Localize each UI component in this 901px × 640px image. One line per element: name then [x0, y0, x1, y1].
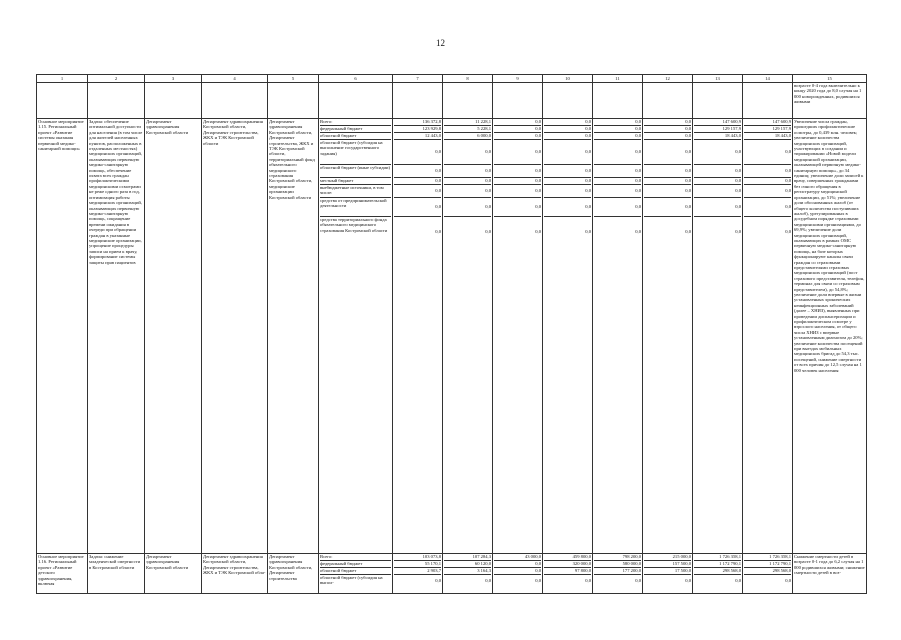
- funding-value: 0,0: [494, 140, 541, 165]
- funding-source-label: областной бюджет (субсидия на выпол-: [320, 575, 383, 586]
- funding-source-label: местный бюджет: [320, 178, 391, 185]
- funding-value: 18 443,0: [744, 133, 791, 140]
- funding-value: 1 726 358,1: [744, 554, 791, 561]
- result-cell: возрасте 0-4 года включительно к концу 2020 года до 8,0 случая на 1 000 новорожденных, родившихся живыми: [793, 83, 867, 119]
- funding-value: 0,0: [444, 185, 491, 198]
- measure-name-cell: Основное мероприятие 1.15. Региональный проект «Развитие системы оказания первичной медико-санитарной помощи»: [37, 119, 88, 554]
- value-col-14: [743, 554, 793, 594]
- funding-value: 0,0: [594, 119, 641, 126]
- funding-value: 0,0: [494, 119, 541, 126]
- funding-value: 320 000,0: [544, 561, 591, 568]
- value-col-10: [543, 554, 593, 594]
- funding-value: 0,0: [444, 178, 491, 185]
- header-cell: 7: [393, 75, 443, 83]
- funding-value: 0,0: [694, 178, 741, 185]
- funding-value: 0,0: [735, 229, 741, 234]
- funding-value: 0,0: [544, 126, 591, 133]
- funding-value: 0,0: [494, 126, 541, 133]
- value-col-9: [493, 554, 543, 594]
- header-cell: 15: [793, 75, 867, 83]
- value-col-13: [693, 119, 743, 554]
- funding-value: 123 929,8: [394, 126, 441, 133]
- funding-value: 18 443,0: [694, 133, 741, 140]
- funding-value: 129 157,9: [694, 126, 741, 133]
- funding-value: 60 120,0: [444, 561, 491, 568]
- funding-value: 0,0: [744, 178, 791, 185]
- responsible-cell: Департамент здравоохранения Костромской области, Департамент строительства, ЖКХ и ТЭК Костромской области: [202, 119, 268, 554]
- value-col-11: [593, 554, 643, 594]
- funding-value: 0,0: [594, 126, 641, 133]
- value-col-12: [643, 554, 693, 594]
- funding-value: 0,0: [485, 229, 491, 234]
- funding-value: 0,0: [485, 578, 491, 583]
- funding-value: 43 000,0: [494, 554, 541, 561]
- header-cell: 12: [643, 75, 693, 83]
- header-cell: 11: [593, 75, 643, 83]
- funding-value: 2 903,7: [394, 568, 441, 575]
- funding-source-label: внебюджетные источники, в том числе:: [320, 185, 391, 198]
- funding-value: 459 800,0: [544, 554, 591, 561]
- value-col-7: [393, 119, 443, 554]
- funding-value: 1 726 358,1: [694, 554, 741, 561]
- value-col-9: [493, 119, 543, 554]
- funding-source-label: областной бюджет (субсидия на выполнение государственного задания): [320, 140, 391, 165]
- funding-value: 0,0: [694, 165, 741, 178]
- funding-source-label: областной бюджет: [320, 568, 391, 575]
- result-cell: Увеличение числа граждан, прошедших профилактические осмотры, до 0,439 млн. человек; увеличение количества медицинских организаций, участвующих в создании и тиражировании «Новой модели медицинской организации, оказывающей первичную медико-санитарную помощь», до 34 единиц; увеличение доли записей к врачу, совершенных гражданами без очного обращения в регистратуру медицинской организации, до 51%; увеличение доли обоснованных жалоб (от общего количества поступивших жалоб), урегулированных в досудебном порядке страховыми медицинскими организациями, до 69,9%; увеличение доли медицинских организаций, оказывающих в рамках ОМС первичную медико-санитарную помощь, на базе которых функционируют каналы связи граждан со страховыми представителями страховых медицинских организаций (пост страхового представителя, телефон, терминал для связи со страховым представителем), до 54,8%; увеличение доли впервые в жизни установленных хронических неинфекционных заболеваний (далее – ХНИЗ), выявленных при проведении диспансеризации и профилактическом осмотре у взрослого населения, от общего числа ХНИЗ с впервые установленным диагнозом до 20%; увеличение количества посещений при выездах мобильных медицинских бригад до 54,3 тыс. посещений, снижение смертности от всех причин до 12,5 случая на 1 000 человек населения: [793, 119, 867, 554]
- value-col-14: [743, 119, 793, 554]
- value-col-13: [693, 554, 743, 594]
- funding-value: 0,0: [644, 133, 691, 140]
- header-cell: 5: [268, 75, 319, 83]
- funding-value: 12 443,0: [394, 133, 441, 140]
- funding-value: 0,0: [544, 140, 591, 165]
- funding-source-label: средства территориального фонда обязательного медицинского страхования Костромской области: [320, 217, 388, 233]
- header-row: [37, 75, 867, 83]
- funding-value: 298 568,0: [694, 568, 741, 575]
- funding-value: 215 000,0: [644, 554, 691, 561]
- responsible-cell: Департамент здравоохранения Костромской области, Департамент строительства, ЖКХ и ТЭК Костромской обла-: [202, 554, 268, 594]
- funding-value: 0,0: [585, 229, 591, 234]
- header-cell: 6: [319, 75, 393, 83]
- funding-sources-cell: [319, 554, 393, 594]
- funding-source-label: средства от предпринимательской деятельности: [320, 198, 391, 217]
- participants-cell: Департамент здравоохранения Костромской области, Департамент строительства, ЖКХ и ТЭК Костромской области, территориальный фонд обязательного медицинского страхования Костромской области, медицинские организации Костромской области: [268, 119, 319, 554]
- value-col-11: [593, 119, 643, 554]
- funding-value: 0,0: [394, 198, 441, 217]
- funding-value: 0,0: [494, 561, 541, 568]
- funding-value: 0,0: [494, 198, 541, 217]
- funding-value: 0,0: [544, 185, 591, 198]
- funding-value: 0,0: [394, 178, 441, 185]
- measure-name-cell: Основное мероприятие 1.16. Региональный проект «Развитие детского здравоохранения, включая: [37, 554, 88, 594]
- funding-value: 0,0: [444, 165, 491, 178]
- funding-value: 0,0: [785, 578, 791, 583]
- funding-value: 0,0: [694, 140, 741, 165]
- header-cell: 4: [202, 75, 268, 83]
- value-col-8: [443, 119, 493, 554]
- funding-value: 0,0: [544, 178, 591, 185]
- funding-value: 0,0: [544, 119, 591, 126]
- funding-value: 0,0: [535, 578, 541, 583]
- funding-value: 0,0: [544, 133, 591, 140]
- funding-value: 0,0: [744, 198, 791, 217]
- funding-value: 0,0: [644, 126, 691, 133]
- header-cell: 10: [543, 75, 593, 83]
- header-cell: 2: [88, 75, 145, 83]
- coordinator-cell: Департамент здравоохранения Костромской области: [145, 119, 202, 554]
- funding-value: 0,0: [444, 140, 491, 165]
- funding-value: 0,0: [694, 198, 741, 217]
- funding-value: 0,0: [435, 578, 441, 583]
- funding-value: 147 600,9: [694, 119, 741, 126]
- result-cell: Снижение смертности детей в возрасте 0-1 года до 6,2 случая на 1 000 родившихся живыми; снижение смертности детей в воз-: [793, 554, 867, 594]
- funding-value: 0,0: [594, 133, 641, 140]
- header-cell: 9: [493, 75, 543, 83]
- table-row-measure-1-16: [37, 554, 867, 594]
- funding-value: 0,0: [394, 140, 441, 165]
- header-cell: 1: [37, 75, 88, 83]
- funding-value: 0,0: [494, 165, 541, 178]
- funding-value: 97 800,0: [544, 568, 591, 575]
- task-cell: Задача: снижение младенческой смертности в Костромской области: [88, 554, 145, 594]
- header-cell: 13: [693, 75, 743, 83]
- program-table: [36, 74, 867, 594]
- funding-value: 0,0: [544, 198, 591, 217]
- funding-value: 0,0: [594, 178, 641, 185]
- funding-value: 0,0: [685, 229, 691, 234]
- funding-value: 0,0: [735, 578, 741, 583]
- participants-cell: Департамент здравоохранения Костромской области, Департамент строительства: [268, 554, 319, 594]
- funding-value: 0,0: [644, 119, 691, 126]
- funding-value: 0,0: [744, 165, 791, 178]
- funding-value: 0,0: [785, 229, 791, 234]
- funding-value: 0,0: [494, 178, 541, 185]
- funding-value: 0,0: [535, 229, 541, 234]
- value-col-12: [643, 119, 693, 554]
- funding-value: 0,0: [435, 229, 441, 234]
- funding-value: 0,0: [644, 165, 691, 178]
- funding-value: 0,0: [444, 198, 491, 217]
- funding-value: 0,0: [644, 185, 691, 198]
- funding-value: 798 200,0: [594, 554, 641, 561]
- funding-value: 0,0: [585, 578, 591, 583]
- funding-value: 580 000,0: [594, 561, 641, 568]
- funding-value: 103 073,8: [394, 554, 441, 561]
- funding-value: 0,0: [494, 133, 541, 140]
- funding-value: 177 200,0: [594, 568, 641, 575]
- funding-value: 11 228,1: [444, 119, 491, 126]
- funding-sources-cell: [319, 119, 393, 554]
- funding-value: 0,0: [635, 229, 641, 234]
- funding-value: 298 568,0: [744, 568, 791, 575]
- funding-value: 0,0: [494, 568, 541, 575]
- funding-value: 0,0: [394, 185, 441, 198]
- funding-value: 0,0: [685, 578, 691, 583]
- funding-source-label: федеральный бюджет: [320, 126, 391, 133]
- header-cell: 14: [743, 75, 793, 83]
- funding-value: 0,0: [594, 185, 641, 198]
- value-col-8: [443, 554, 493, 594]
- funding-value: 0,0: [744, 140, 791, 165]
- funding-value: 17 500,0: [644, 568, 691, 575]
- funding-value: 0,0: [594, 165, 641, 178]
- funding-source-label: федеральный бюджет: [320, 561, 391, 568]
- value-col-10: [543, 119, 593, 554]
- funding-value: 0,0: [644, 198, 691, 217]
- value-col-7: [393, 554, 443, 594]
- funding-value: 0,0: [544, 165, 591, 178]
- funding-value: 5 228,1: [444, 126, 491, 133]
- funding-value: 0,0: [594, 140, 641, 165]
- funding-value: 0,0: [594, 198, 641, 217]
- funding-value: 0,0: [394, 165, 441, 178]
- funding-source-label: областной бюджет: [320, 133, 391, 140]
- funding-value: 136 372,8: [394, 119, 441, 126]
- funding-value: 1 172 790,1: [744, 561, 791, 568]
- header-cell: 3: [145, 75, 202, 83]
- task-cell: Задача: обеспечение оптимальной доступности для населения (в том числе для жителей населенных пунктов, расположенных в отдаленных местностях) медицинских организаций, оказывающих первичную медико-санитарную помощь, обеспечение охвата всех граждан профилактическими медицинскими осмотрами не реже одного раза в год, оптимизация работы медицинских организаций, оказывающих первичную медико-санитарную помощь, сокращение времени ожидания в очереди при обращении граждан в указанные медицинские организации, упрощение процедуры записи на прием к врачу, формирование системы защиты прав пациентов: [88, 119, 145, 554]
- funding-value: 0,0: [644, 140, 691, 165]
- funding-value: 0,0: [494, 185, 541, 198]
- funding-source-label: Всего:: [320, 554, 391, 561]
- funding-value: 147 600,9: [744, 119, 791, 126]
- funding-value: 129 157,9: [744, 126, 791, 133]
- funding-value: 0,0: [694, 185, 741, 198]
- table-row-measure-1-15: [37, 119, 867, 554]
- funding-source-label: областной бюджет (иные субсидии): [320, 165, 391, 178]
- funding-value: 0,0: [635, 578, 641, 583]
- funding-source-label: Всего:: [320, 119, 391, 126]
- funding-value: 6 000,0: [444, 133, 491, 140]
- header-cell: 8: [443, 75, 493, 83]
- coordinator-cell: Департамент здравоохранения Костромской области: [145, 554, 202, 594]
- funding-value: 1 172 790,1: [694, 561, 741, 568]
- funding-value: 3 164,3: [444, 568, 491, 575]
- funding-value: 0,0: [744, 185, 791, 198]
- funding-value: 107 284,3: [444, 554, 491, 561]
- page-number: 12: [436, 38, 445, 48]
- funding-value: 55 170,1: [394, 561, 441, 568]
- funding-value: 0,0: [644, 178, 691, 185]
- table-row-continuation: [37, 83, 867, 119]
- funding-value: 157 500,0: [644, 561, 691, 568]
